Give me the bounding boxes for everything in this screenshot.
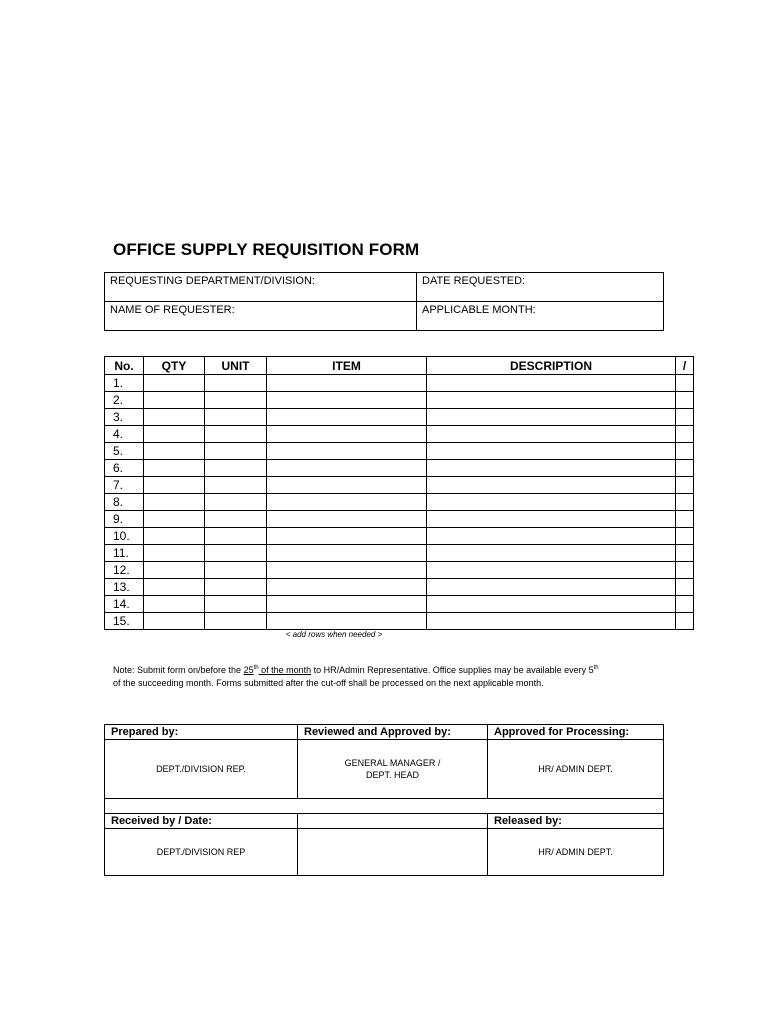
table-row [105,443,694,460]
approved-signature-field[interactable] [488,740,664,799]
item-cell[interactable] [267,375,427,392]
received-by-label: Received by / Date: [105,814,298,829]
applicable-month-field[interactable]: APPLICABLE MONTH: [417,302,664,331]
description-cell[interactable] [427,392,676,409]
item-cell[interactable] [267,443,427,460]
qty-cell[interactable] [144,409,205,426]
row-number: 9. [105,511,144,528]
qty-cell[interactable] [144,392,205,409]
unit-cell[interactable] [205,545,267,562]
col-header-qty: QTY [144,357,205,375]
check-cell[interactable] [676,613,694,630]
table-row [105,545,694,562]
table-row [105,494,694,511]
submission-note [113,664,673,690]
qty-cell[interactable] [144,579,205,596]
check-cell[interactable] [676,579,694,596]
col-header-no: No. [105,357,144,375]
qty-cell[interactable] [144,528,205,545]
requesting-department-field[interactable]: REQUESTING DEPARTMENT/DIVISION: [105,273,417,302]
col-header-unit: UNIT [205,357,267,375]
table-row [105,409,694,426]
spacer-row [105,799,664,814]
item-cell[interactable] [267,511,427,528]
table-row [105,477,694,494]
note-day-suffix: th [253,665,259,671]
description-cell[interactable] [427,562,676,579]
prepared-signatory: DEPT./DIVISION REP. [156,764,246,774]
check-cell[interactable] [676,426,694,443]
reviewed-signatory-line2: DEPT. HEAD [365,770,419,780]
qty-cell[interactable] [144,460,205,477]
qty-cell[interactable] [144,596,205,613]
check-cell[interactable] [676,443,694,460]
unit-cell[interactable] [205,494,267,511]
qty-cell[interactable] [144,443,205,460]
item-cell[interactable] [267,528,427,545]
unit-cell[interactable] [205,511,267,528]
reviewed-signature-field[interactable] [298,740,488,799]
table-row [105,375,694,392]
item-cell[interactable] [267,579,427,596]
description-cell[interactable] [427,511,676,528]
qty-cell[interactable] [144,477,205,494]
check-cell[interactable] [676,460,694,477]
row-number: 14. [105,596,144,613]
check-cell[interactable] [676,375,694,392]
item-cell[interactable] [267,494,427,511]
qty-cell[interactable] [144,375,205,392]
items-body [105,375,694,630]
item-cell[interactable] [267,613,427,630]
qty-cell[interactable] [144,511,205,528]
row-number: 11. [105,545,144,562]
table-row [105,392,694,409]
table-row [105,596,694,613]
col-header-check: / [676,357,694,375]
qty-cell[interactable] [144,426,205,443]
row-number: 3. [105,409,144,426]
description-cell[interactable] [427,579,676,596]
row-number: 12. [105,562,144,579]
note-text-2: to HR/Admin Representative. Office supplies may be available every 5 [311,665,594,675]
table-row [105,579,694,596]
row-number: 1. [105,375,144,392]
check-cell[interactable] [676,477,694,494]
unit-cell[interactable] [205,409,267,426]
description-cell[interactable] [427,613,676,630]
item-cell[interactable] [267,460,427,477]
unit-cell[interactable] [205,562,267,579]
item-cell[interactable] [267,392,427,409]
note-suffix-2: th [593,665,599,671]
approval-table [104,724,664,876]
unit-cell[interactable] [205,392,267,409]
description-cell[interactable] [427,460,676,477]
item-cell[interactable] [267,477,427,494]
check-cell[interactable] [676,562,694,579]
check-cell[interactable] [676,409,694,426]
reviewed-signatory-line1: GENERAL MANAGER / [344,758,441,768]
reviewed-by-label: Reviewed and Approved by: [298,725,488,740]
note-day: 25 [243,665,254,675]
qty-cell[interactable] [144,545,205,562]
row-number: 6. [105,460,144,477]
check-cell[interactable] [676,511,694,528]
check-cell[interactable] [676,392,694,409]
unit-cell[interactable] [205,613,267,630]
unit-cell[interactable] [205,477,267,494]
table-row [105,562,694,579]
col-header-item: ITEM [267,357,427,375]
table-row [105,528,694,545]
table-row [105,426,694,443]
released-signature-field[interactable] [488,829,664,876]
table-row [105,460,694,477]
check-cell[interactable] [676,494,694,511]
row-number: 4. [105,426,144,443]
approved-signatory: HR/ ADMIN DEPT. [538,764,613,774]
form-title: OFFICE SUPPLY REQUISITION FORM [113,240,420,259]
note-text-1: Note: Submit form on/before the [113,665,244,675]
note-text-3: of the succeeding month. Forms submitted after the cut-off shall be processed on the next applicable month. [113,678,544,688]
row-number: 10. [105,528,144,545]
unit-cell[interactable] [205,460,267,477]
unit-cell[interactable] [205,426,267,443]
item-cell[interactable] [267,409,427,426]
description-cell[interactable] [427,545,676,562]
received-signature-field[interactable] [105,829,298,876]
prepared-signature-field[interactable] [105,740,298,799]
check-cell[interactable] [676,596,694,613]
unit-cell[interactable] [205,375,267,392]
unit-cell[interactable] [205,443,267,460]
unit-cell[interactable] [205,528,267,545]
row-number: 15. [105,613,144,630]
description-cell[interactable] [427,426,676,443]
qty-cell[interactable] [144,494,205,511]
row-number: 7. [105,477,144,494]
requester-name-field[interactable]: NAME OF REQUESTER: [105,302,417,331]
qty-cell[interactable] [144,562,205,579]
prepared-by-label: Prepared by: [105,725,298,740]
add-rows-note: < add rows when needed > [285,630,383,639]
released-signatory: HR/ ADMIN DEPT. [538,847,613,857]
received-by-blank [298,814,488,829]
description-cell[interactable] [427,596,676,613]
received-date-field[interactable] [298,829,488,876]
description-cell[interactable] [427,477,676,494]
requester-info-table [104,272,664,331]
released-by-label: Released by: [488,814,664,829]
note-underlined-text: of the month [258,665,312,675]
unit-cell[interactable] [205,596,267,613]
table-row [105,511,694,528]
col-header-description: DESCRIPTION [427,357,676,375]
row-number: 2. [105,392,144,409]
description-cell[interactable] [427,494,676,511]
description-cell[interactable] [427,443,676,460]
item-cell[interactable] [267,596,427,613]
unit-cell[interactable] [205,579,267,596]
row-number: 8. [105,494,144,511]
description-cell[interactable] [427,375,676,392]
item-cell[interactable] [267,562,427,579]
received-signatory: DEPT./DIVISION REP [156,847,246,857]
table-row [105,613,694,630]
check-cell[interactable] [676,545,694,562]
qty-cell[interactable] [144,613,205,630]
date-requested-field[interactable]: DATE REQUESTED: [417,273,664,302]
supply-items-table [104,356,694,630]
description-cell[interactable] [427,528,676,545]
check-cell[interactable] [676,528,694,545]
item-cell[interactable] [267,426,427,443]
description-cell[interactable] [427,409,676,426]
approved-processing-label: Approved for Processing: [488,725,664,740]
row-number: 13. [105,579,144,596]
item-cell[interactable] [267,545,427,562]
items-header-row [105,357,694,375]
row-number: 5. [105,443,144,460]
